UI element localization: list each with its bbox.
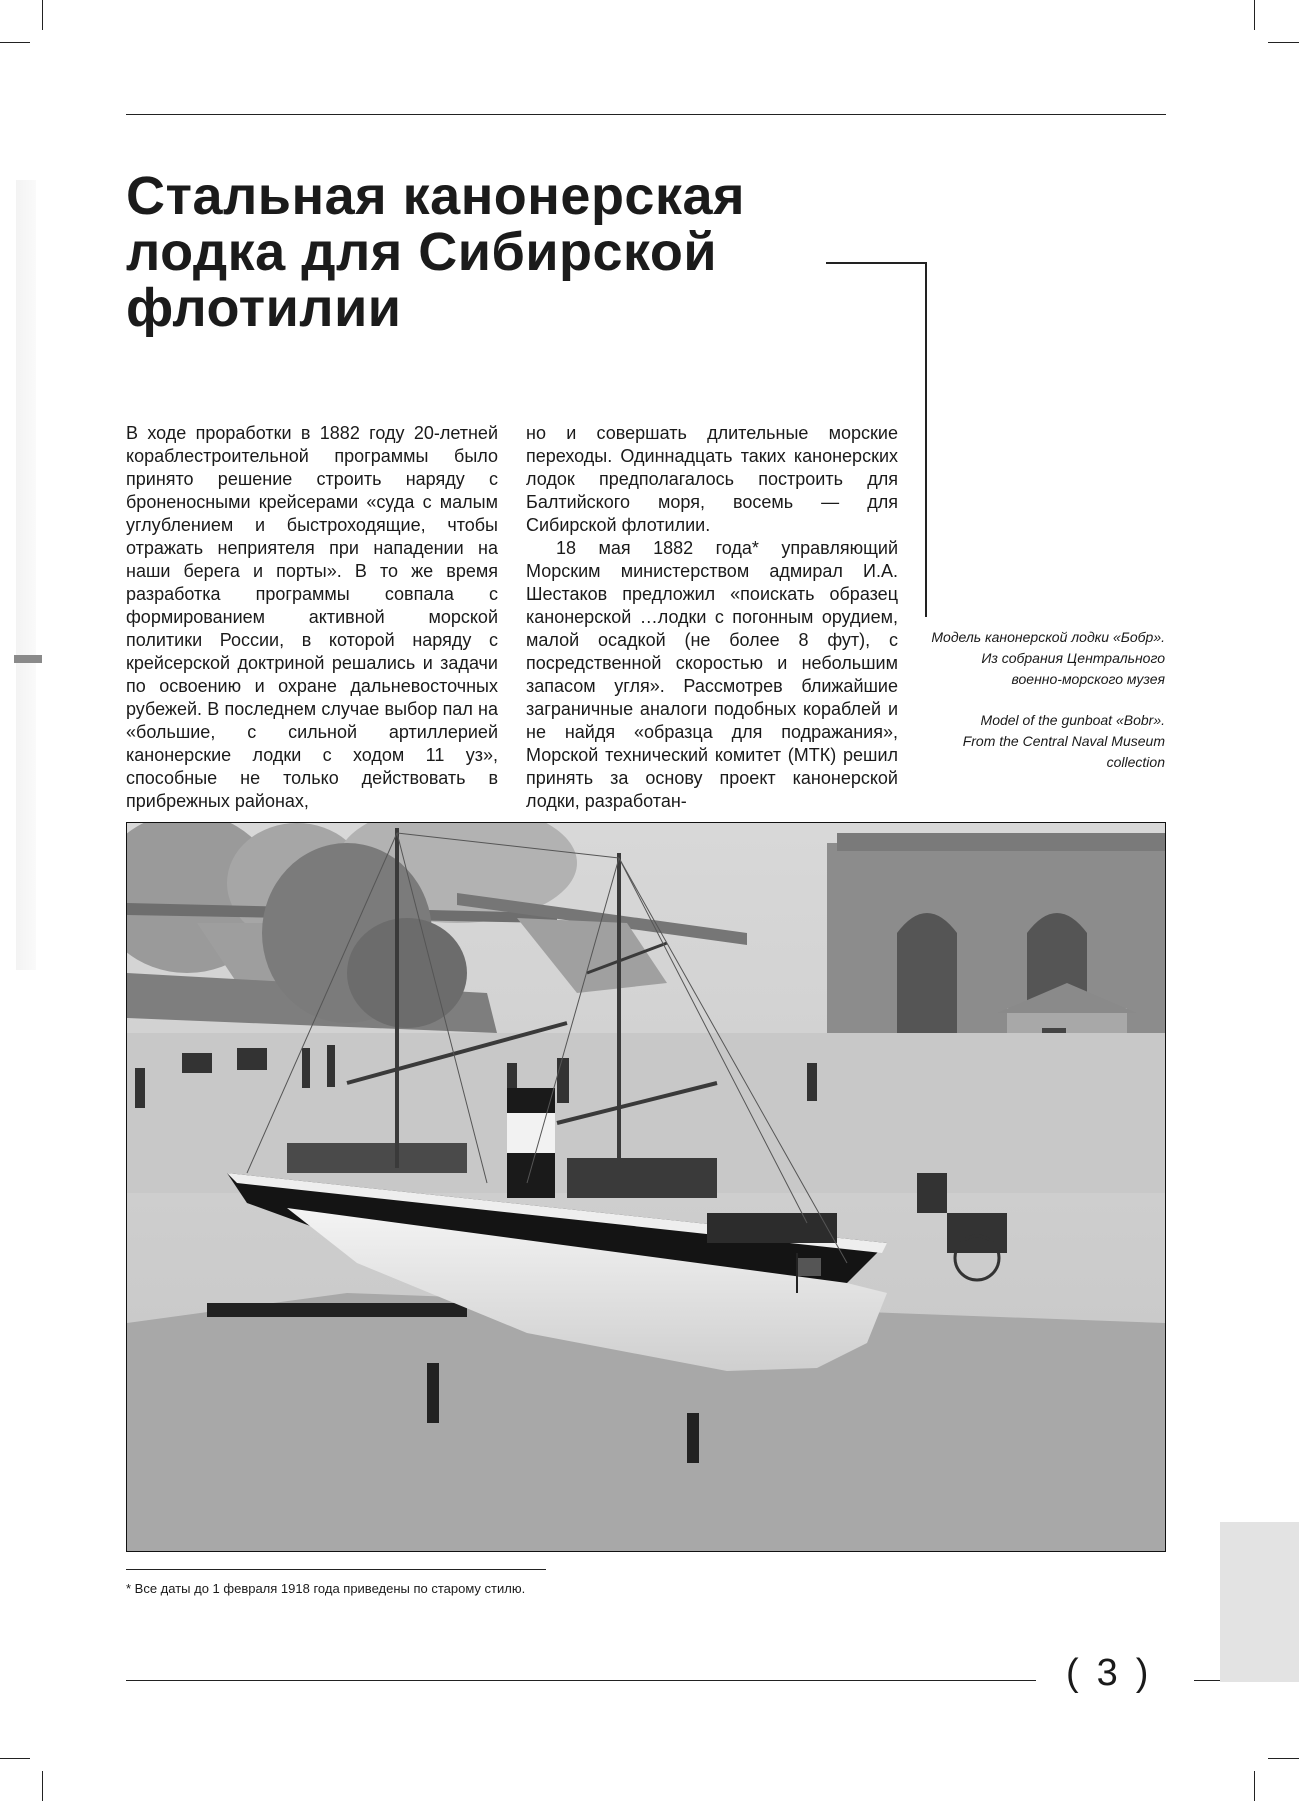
footnote-rule — [126, 1569, 546, 1570]
crop-mark-bottom-left-v — [42, 1771, 43, 1801]
page-number-open-paren: ( — [1066, 1652, 1097, 1694]
page-number-close-paren: ) — [1135, 1652, 1167, 1694]
page-number-value: 3 — [1096, 1652, 1136, 1694]
text-column-2 — [526, 422, 898, 813]
crop-mark-top-right-h — [1268, 42, 1299, 43]
page-edge-mark — [14, 655, 42, 663]
footnote: * Все даты до 1 февраля 1918 года приведены по старому стилю. — [126, 1581, 526, 1596]
footer-rule-right — [1194, 1680, 1220, 1681]
crop-mark-top-right-v — [1254, 0, 1255, 30]
caption-en-line-3: collection — [1106, 754, 1165, 770]
title-line-1: Стальная канонерская — [126, 166, 746, 226]
footer-rule — [126, 1680, 1036, 1681]
caption-ru-line-2: Из собрания Центрального — [981, 650, 1165, 666]
title-bracket-vertical — [925, 262, 927, 617]
column-2-paragraph-2: 18 мая 1882 года* управляющий Морским министерством адмирал И.А. Шестаков предложил «поискать образец канонерской …лодки с погонным орудием, малой осадкой (не более 8 фут), с посредственной скоростью и небольшим запасом угля». Рассмотрев ближайшие заграничные аналоги подобных кораблей и не найдя «образца для подражания», Морской технический комитет (МТК) решил принять за основу проект канонерской лодки, разработан- — [526, 538, 898, 811]
text-column-1 — [126, 422, 498, 813]
page-edge-strip — [16, 180, 36, 970]
header-rule — [126, 114, 1166, 115]
gunboat-model-photo — [126, 822, 1166, 1552]
crop-mark-bottom-right-v — [1254, 1771, 1255, 1801]
page-number — [1066, 1652, 1166, 1695]
gunboat-model-illustration — [127, 823, 1165, 1551]
caption-en-line-2: From the Central Naval Museum — [962, 733, 1165, 749]
caption-en-line-1: Model of the gunboat «Bobr». — [980, 712, 1165, 728]
crop-mark-bottom-right-h — [1268, 1758, 1299, 1759]
crop-mark-bottom-left-h — [0, 1758, 30, 1759]
crop-mark-top-left-h — [0, 42, 30, 43]
article-title — [126, 168, 886, 336]
page-tab — [1220, 1522, 1299, 1682]
crop-mark-top-left-v — [42, 0, 43, 30]
caption-ru-line-1: Модель канонерской лодки «Бобр». — [931, 629, 1165, 645]
column-2-paragraph-1: но и совершать длительные морские переходы. Одиннадцать таких канонерских лодок предполагалось построить для Балтийского моря, восемь — для Сибирской флотилии. — [526, 423, 898, 535]
title-line-2: лодка для Сибирской — [126, 222, 718, 282]
column-1-paragraph: В ходе проработки в 1882 году 20-летней кораблестроительной программы было принято решение строить наряду с броненосными крейсерами «суда с малым углублением и быстроходящие, чтобы отражать неприятеля при нападении на наши берега и порты». В то же время разработка программы совпала с формированием активной морской политики России, в которой наряду с крейсерской доктриной решались и задачи по освоению и охране дальневосточных рубежей. В последнем случае выбор пал на «большие, с сильной артиллерией канонерские лодки с ходом 11 уз», способные не только действовать в прибрежных районах, — [126, 423, 498, 811]
photo-caption — [925, 627, 1165, 773]
title-line-3: флотилии — [126, 278, 402, 338]
title-bracket-horizontal — [826, 262, 926, 264]
caption-ru-line-3: военно-морского музея — [1011, 671, 1165, 687]
